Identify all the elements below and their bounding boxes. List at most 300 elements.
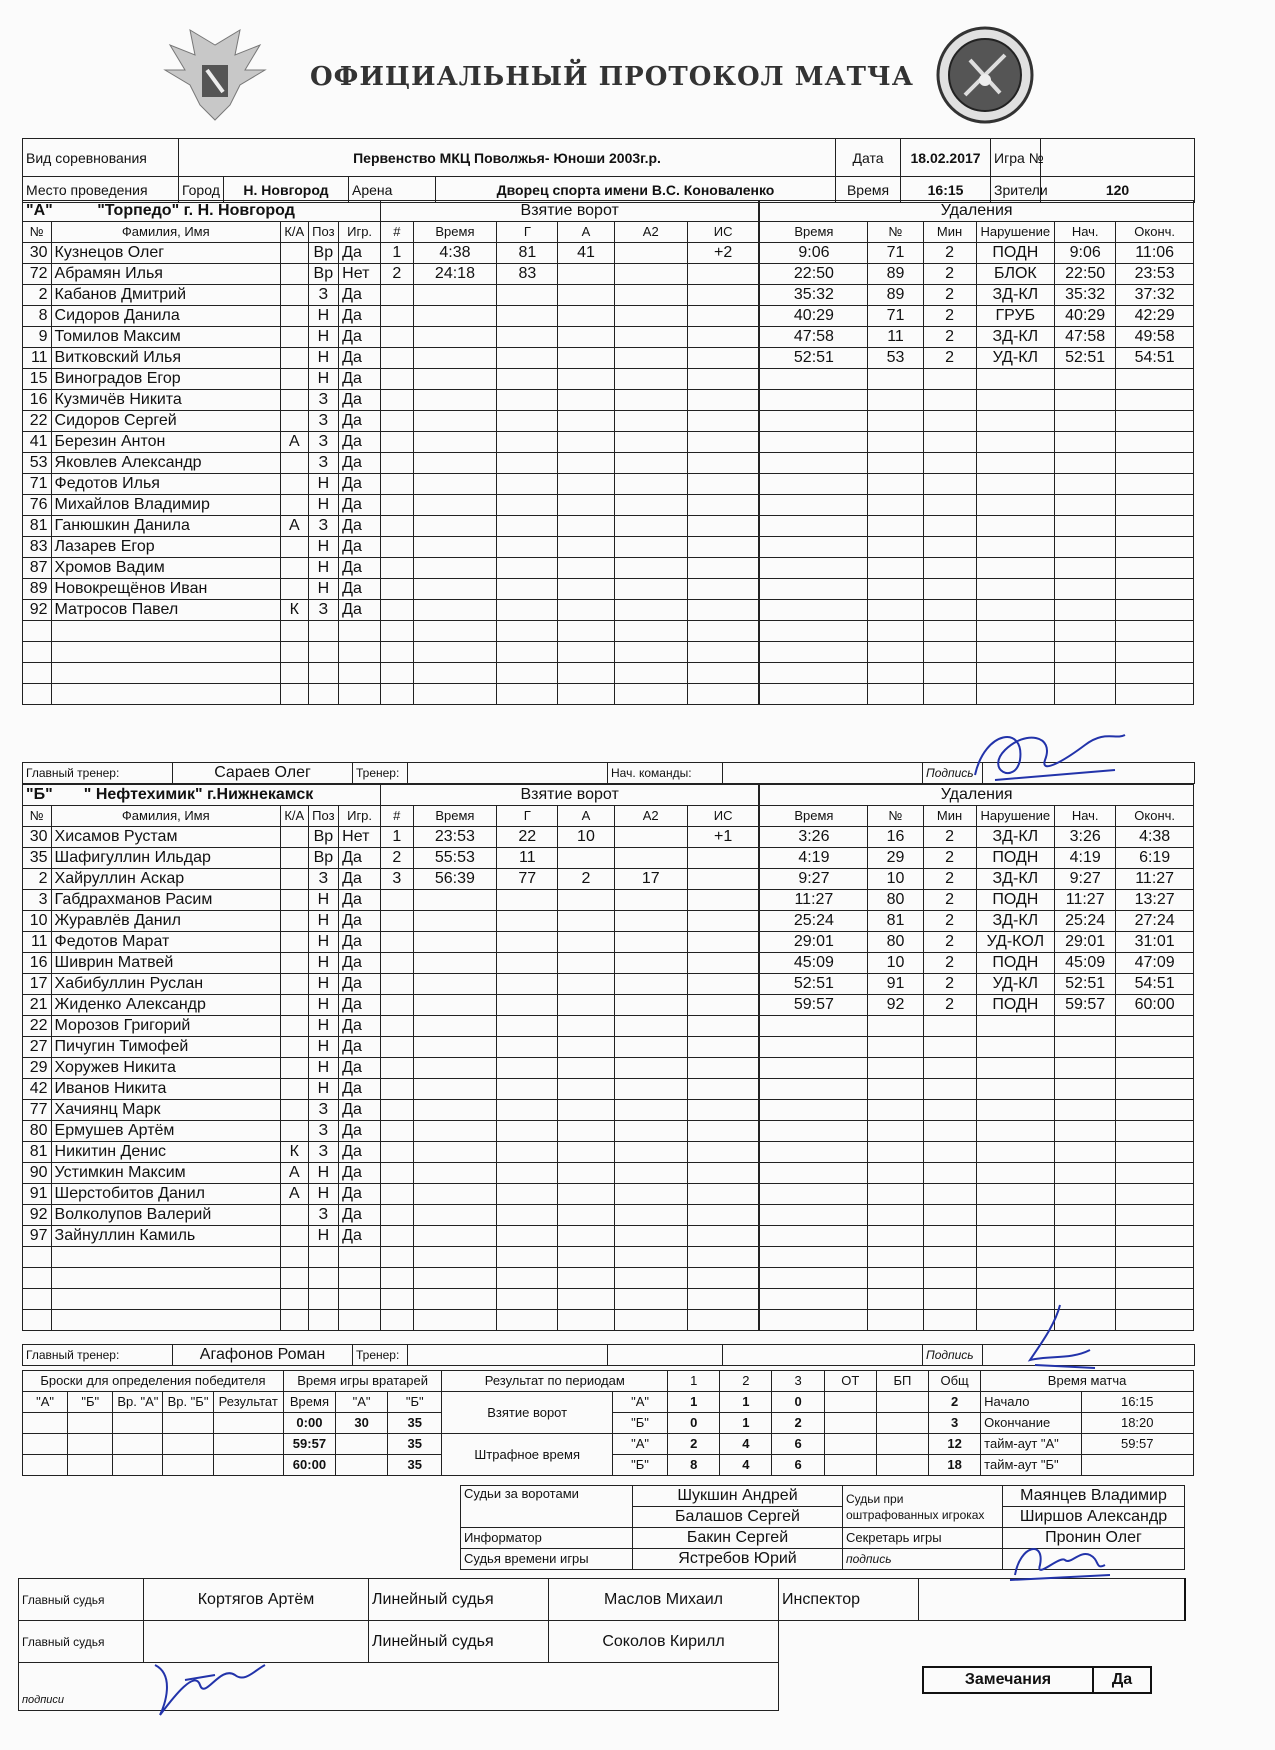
player-played: [339, 1268, 381, 1289]
player-role: [281, 243, 309, 264]
penalty-start: 9:27: [1055, 869, 1116, 890]
col-pen-end: Оконч.: [1116, 222, 1194, 243]
goal-scorer: [497, 558, 558, 579]
player-number: 35: [23, 848, 52, 869]
player-row: [23, 537, 1194, 558]
penalty-time: [760, 558, 868, 579]
goal-time: [413, 890, 497, 911]
line-judge-value-2: Соколов Кирилл: [549, 1621, 779, 1663]
goal-assist-2: [614, 890, 687, 911]
player-position: Н: [308, 1079, 339, 1100]
penalty-player: 53: [868, 348, 923, 369]
competition-label: Вид соревнования: [23, 139, 179, 177]
player-name: [51, 1289, 280, 1310]
goal-assist: [558, 1310, 614, 1331]
goal-scorer: [497, 579, 558, 600]
player-row: [23, 621, 1194, 642]
goal-assist-2: [614, 390, 687, 411]
goal-situation: [687, 1079, 758, 1100]
goal-assist: 10: [558, 827, 614, 848]
player-role: [281, 1289, 309, 1310]
goal-situation: [687, 411, 758, 432]
penalty-time: 45:09: [760, 953, 868, 974]
player-played: Да: [339, 1037, 381, 1058]
player-played: Да: [339, 848, 381, 869]
player-played: Да: [339, 1184, 381, 1205]
player-played: Да: [339, 890, 381, 911]
player-role: [281, 264, 309, 285]
goal-number: 3: [380, 869, 413, 890]
player-row: [23, 264, 1194, 285]
goal-scorer: [497, 348, 558, 369]
penalty-time: [760, 621, 868, 642]
player-name: Томилов Максим: [51, 327, 280, 348]
goal-scorer: [497, 684, 558, 705]
remarks-table: [922, 1666, 1152, 1694]
penalty-player: [868, 537, 923, 558]
player-played: [339, 663, 381, 684]
goal-time: [413, 953, 497, 974]
penalty-player: [868, 1310, 923, 1331]
goal-number: [381, 621, 414, 642]
player-played: Да: [339, 1079, 381, 1100]
player-position: Н: [308, 537, 339, 558]
city-value: Н. Новгород: [224, 177, 349, 203]
player-role: [281, 1205, 309, 1226]
goal-situation: [687, 848, 758, 869]
gk-row2-b: 35: [388, 1434, 442, 1455]
player-name: Шерстобитов Данил: [51, 1184, 280, 1205]
goal-situation: [687, 516, 758, 537]
penalty-infraction: [976, 1184, 1055, 1205]
player-played: Да: [339, 1100, 381, 1121]
penalty-minutes: [923, 1121, 976, 1142]
penalty-time: 59:57: [760, 995, 868, 1016]
gk-row3-time: 60:00: [283, 1455, 335, 1476]
penalty-infraction: УД-КЛ: [976, 974, 1055, 995]
player-position: З: [308, 432, 339, 453]
player-row: [23, 285, 1194, 306]
penalty-end: [1116, 663, 1194, 684]
player-role: К: [281, 1142, 309, 1163]
penalty-player: 10: [868, 953, 923, 974]
penalty-end: [1116, 453, 1194, 474]
penalty-player: 71: [868, 243, 923, 264]
player-position: Н: [308, 474, 339, 495]
goal-assist: [558, 974, 614, 995]
penalty-minutes: [923, 474, 976, 495]
penalty-judges-label: Судьи при оштрафованных игроках: [843, 1486, 1003, 1528]
goal-assist-2: [614, 306, 687, 327]
player-role: [281, 306, 309, 327]
goal-time: [413, 516, 497, 537]
pim-a-ot: [824, 1434, 876, 1455]
gk-row2-a: [336, 1434, 388, 1455]
goal-time: [413, 600, 497, 621]
col-goal-time: Время: [413, 806, 497, 827]
penalty-time: [760, 1121, 868, 1142]
player-name: Матросов Павел: [51, 600, 280, 621]
goal-time: [413, 1016, 497, 1037]
goal-situation: [687, 953, 758, 974]
penalty-minutes: 2: [923, 348, 976, 369]
player-name: Хоружев Никита: [51, 1058, 280, 1079]
penalty-minutes: [923, 1037, 976, 1058]
penalty-minutes: [923, 390, 976, 411]
penalty-minutes: [923, 1184, 976, 1205]
goal-situation: [687, 285, 758, 306]
goal-situation: +2: [687, 243, 758, 264]
goals-b-total: 3: [929, 1413, 981, 1434]
player-played: Да: [339, 306, 381, 327]
goals-a-ot: [824, 1392, 876, 1413]
goal-scorer: [497, 1205, 558, 1226]
goal-assist: [558, 558, 614, 579]
col-played: Игр.: [339, 806, 381, 827]
player-row: [23, 911, 1194, 932]
player-position: Н: [308, 974, 339, 995]
penalty-end: [1116, 411, 1194, 432]
team-a-section: [22, 200, 1194, 705]
penalty-end: 11:06: [1116, 243, 1194, 264]
penalty-player: 11: [868, 327, 923, 348]
player-role: [281, 848, 309, 869]
so-col-a: "А": [23, 1392, 68, 1413]
player-number: 91: [23, 1184, 52, 1205]
goal-situation: [687, 453, 758, 474]
penalty-end: [1116, 1121, 1194, 1142]
goal-scorer: [497, 1184, 558, 1205]
penalty-player: [868, 663, 923, 684]
player-role: [281, 1121, 309, 1142]
penalty-time: 29:01: [760, 932, 868, 953]
goal-judges-label: Судьи за воротами: [461, 1486, 633, 1528]
goal-scorer: 83: [497, 264, 558, 285]
penalty-time: 52:51: [760, 348, 868, 369]
penalty-start: [1055, 579, 1116, 600]
goal-number: [381, 390, 414, 411]
match-info-table: [22, 138, 1195, 203]
goal-time: [413, 642, 497, 663]
player-role: [281, 869, 309, 890]
goal-assist-2: [614, 1268, 687, 1289]
penalty-time: [760, 411, 868, 432]
goals-row-label: Взятие ворот: [442, 1392, 613, 1434]
team-a-chief-label: Нач. команды:: [608, 763, 723, 784]
player-position: З: [308, 516, 339, 537]
so-col-time-a: Вр. "А": [113, 1392, 163, 1413]
penalty-infraction: [976, 390, 1055, 411]
player-row: [23, 974, 1194, 995]
penalty-minutes: [923, 1142, 976, 1163]
goal-assist-2: [614, 995, 687, 1016]
penalty-start: 52:51: [1055, 974, 1116, 995]
goals-a-bp: [876, 1392, 928, 1413]
goals-b-p3: 2: [772, 1413, 824, 1434]
player-number: 72: [23, 264, 52, 285]
player-position: Н: [308, 932, 339, 953]
penalty-minutes: [923, 621, 976, 642]
player-position: Вр: [308, 827, 339, 848]
goal-number: [380, 1142, 413, 1163]
col-goal-is: ИС: [687, 222, 758, 243]
player-row: [23, 411, 1194, 432]
player-row: [23, 474, 1194, 495]
penalty-minutes: 2: [923, 890, 976, 911]
secretary-sign-label: подпись: [843, 1549, 1003, 1570]
gk-row2-time: 59:57: [283, 1434, 335, 1455]
goal-scorer: [497, 369, 558, 390]
player-number: 92: [23, 1205, 52, 1226]
player-role: [281, 390, 309, 411]
goal-assist-2: [614, 1247, 687, 1268]
so-col-time-b: Вр. "Б": [163, 1392, 213, 1413]
goal-assist-2: [614, 453, 687, 474]
goal-assist: [558, 1163, 614, 1184]
goal-time: [413, 1079, 497, 1100]
gk-row1-time: 0:00: [283, 1413, 335, 1434]
player-played: Да: [339, 1058, 381, 1079]
player-row: [23, 684, 1194, 705]
goal-number: [381, 432, 414, 453]
penalty-minutes: 2: [923, 264, 976, 285]
col-pen-min: Мин: [923, 806, 976, 827]
goal-assist-2: [614, 327, 687, 348]
player-row: [23, 348, 1194, 369]
player-role: [281, 1058, 309, 1079]
penalty-player: [868, 1121, 923, 1142]
player-position: Н: [308, 558, 339, 579]
period-col-1: 1: [668, 1371, 720, 1392]
player-name: Никитин Денис: [51, 1142, 280, 1163]
goal-assist: 41: [558, 243, 614, 264]
penalty-end: [1116, 369, 1194, 390]
penalty-time: [760, 1100, 868, 1121]
goal-assist-2: [614, 516, 687, 537]
player-name: Зайнуллин Камиль: [51, 1226, 280, 1247]
penalty-time: [760, 1016, 868, 1037]
goal-situation: [687, 1226, 758, 1247]
goal-time: [413, 558, 497, 579]
referee-signature-mark: [145, 1655, 275, 1720]
goal-assist: [558, 432, 614, 453]
goal-time: [413, 369, 497, 390]
penalty-end: [1116, 516, 1194, 537]
goal-time: [413, 663, 497, 684]
penalty-infraction: УД-КОЛ: [976, 932, 1055, 953]
goal-assist: [558, 579, 614, 600]
goalie-time-label: Время игры вратарей: [283, 1371, 442, 1392]
goal-time: [413, 1142, 497, 1163]
period-col-2: 2: [720, 1371, 772, 1392]
player-row: [23, 1142, 1194, 1163]
player-number: 92: [23, 600, 52, 621]
player-number: 29: [23, 1058, 52, 1079]
player-name: Абрамян Илья: [51, 264, 280, 285]
pim-a-total: 12: [929, 1434, 981, 1455]
goal-number: [381, 348, 414, 369]
goal-assist: [558, 621, 614, 642]
goal-number: [380, 1184, 413, 1205]
goal-assist-2: [614, 537, 687, 558]
periods-label: Результат по периодам: [442, 1371, 668, 1392]
penalty-time: 35:32: [760, 285, 868, 306]
player-row: [23, 1121, 1194, 1142]
col-goal-a: А: [558, 222, 614, 243]
pim-a-p1: 2: [668, 1434, 720, 1455]
goal-assist-2: [614, 285, 687, 306]
player-played: Нет: [339, 827, 381, 848]
goal-assist: [558, 848, 614, 869]
player-position: Н: [308, 579, 339, 600]
penalty-start: [1055, 537, 1116, 558]
player-role: [281, 1037, 309, 1058]
player-played: [339, 621, 381, 642]
penalty-time: [760, 1079, 868, 1100]
goal-number: [381, 474, 414, 495]
player-row: [23, 663, 1194, 684]
penalty-time: [760, 1058, 868, 1079]
penalty-end: 37:32: [1116, 285, 1194, 306]
penalty-infraction: ЗД-КЛ: [976, 911, 1055, 932]
penalty-end: [1116, 558, 1194, 579]
penalty-player: [868, 1016, 923, 1037]
team-b-letter: "Б": [26, 786, 53, 803]
time-value: 16:15: [901, 177, 991, 203]
goal-number: [380, 1268, 413, 1289]
goal-assist: 2: [558, 869, 614, 890]
player-played: Да: [339, 558, 381, 579]
goal-assist-2: [614, 663, 687, 684]
goal-time: [413, 1310, 497, 1331]
penalty-start: [1055, 1184, 1116, 1205]
player-number: [23, 663, 52, 684]
goal-assist: [558, 663, 614, 684]
player-role: [281, 1079, 309, 1100]
goals-b-ot: [824, 1413, 876, 1434]
player-name: Витковский Илья: [51, 348, 280, 369]
goal-situation: [687, 1247, 758, 1268]
goal-situation: [687, 537, 758, 558]
goal-situation: [687, 1163, 758, 1184]
penalty-minutes: 2: [923, 243, 976, 264]
player-number: 8: [23, 306, 52, 327]
penalty-player: [868, 474, 923, 495]
col-pen-start: Нач.: [1055, 222, 1116, 243]
penalty-end: [1116, 1289, 1194, 1310]
penalty-start: [1055, 642, 1116, 663]
penalty-end: 54:51: [1116, 974, 1194, 995]
player-played: Да: [339, 1142, 381, 1163]
penalty-time: 9:06: [760, 243, 868, 264]
gk-col-a: "А": [336, 1392, 388, 1413]
team-a-penalties-header: Удаления: [760, 201, 1194, 222]
player-position: З: [308, 869, 339, 890]
goal-assist-2: [614, 1184, 687, 1205]
col-pen-infraction: Нарушение: [976, 222, 1055, 243]
goals-team-b: "Б": [612, 1413, 667, 1434]
penalty-minutes: 2: [923, 848, 976, 869]
chief-referee-label-2: Главный судья: [19, 1621, 144, 1663]
pim-a-bp: [876, 1434, 928, 1455]
shootout-label: Броски для определения победителя: [23, 1371, 284, 1392]
col-goal-time: Время: [413, 222, 497, 243]
goal-assist: [558, 995, 614, 1016]
goal-assist: [558, 890, 614, 911]
player-number: 10: [23, 911, 52, 932]
penalty-time: [760, 1268, 868, 1289]
player-name: [51, 1310, 280, 1331]
penalty-minutes: [923, 1163, 976, 1184]
player-name: Шафигуллин Ильдар: [51, 848, 280, 869]
goal-time: [413, 411, 497, 432]
secretary-value: Пронин Олег: [1003, 1528, 1185, 1549]
goal-assist-2: [614, 558, 687, 579]
penalty-time: [760, 537, 868, 558]
player-position: Н: [308, 306, 339, 327]
goal-number: [380, 995, 413, 1016]
player-number: [23, 684, 52, 705]
goal-time: 4:38: [413, 243, 497, 264]
penalty-infraction: ЗД-КЛ: [976, 827, 1055, 848]
penalty-end: 6:19: [1116, 848, 1194, 869]
penalty-player: 91: [868, 974, 923, 995]
pim-b-total: 18: [929, 1455, 981, 1476]
player-position: Н: [308, 1184, 339, 1205]
team-b-penalties-header: Удаления: [760, 785, 1194, 806]
team-b-goals-header: Взятие ворот: [380, 785, 758, 806]
goal-assist-2: [614, 684, 687, 705]
col-goal-a2: А2: [614, 806, 687, 827]
player-row: [23, 600, 1194, 621]
penalty-player: [868, 1163, 923, 1184]
player-played: Да: [339, 369, 381, 390]
penalty-infraction: [976, 1247, 1055, 1268]
goal-situation: [687, 663, 758, 684]
penalty-minutes: [923, 684, 976, 705]
player-role: А: [281, 516, 309, 537]
goal-situation: [687, 684, 758, 705]
city-label: Город: [179, 177, 224, 203]
penalty-infraction: [976, 453, 1055, 474]
goal-number: [380, 890, 413, 911]
goal-assist: [558, 495, 614, 516]
team-b-signature-label: Подпись: [923, 1345, 983, 1366]
goal-situation: [687, 1037, 758, 1058]
penalty-player: [868, 1289, 923, 1310]
goal-scorer: [497, 1289, 558, 1310]
player-position: [308, 1247, 339, 1268]
goal-situation: [687, 600, 758, 621]
goal-scorer: [497, 995, 558, 1016]
goal-time: [413, 1226, 497, 1247]
goal-scorer: [497, 932, 558, 953]
col-name: Фамилия, Имя: [51, 806, 280, 827]
penalty-end: 27:24: [1116, 911, 1194, 932]
penalty-start: 59:57: [1055, 995, 1116, 1016]
goal-scorer: [497, 1079, 558, 1100]
goal-number: 2: [381, 264, 414, 285]
goal-situation: [687, 369, 758, 390]
pim-team-a: "А": [612, 1434, 667, 1455]
penalty-player: 29: [868, 848, 923, 869]
player-role: [281, 932, 309, 953]
goal-assist: [558, 600, 614, 621]
goal-number: [381, 453, 414, 474]
player-number: [23, 1268, 52, 1289]
player-played: Да: [339, 390, 381, 411]
penalty-start: 9:06: [1055, 243, 1116, 264]
